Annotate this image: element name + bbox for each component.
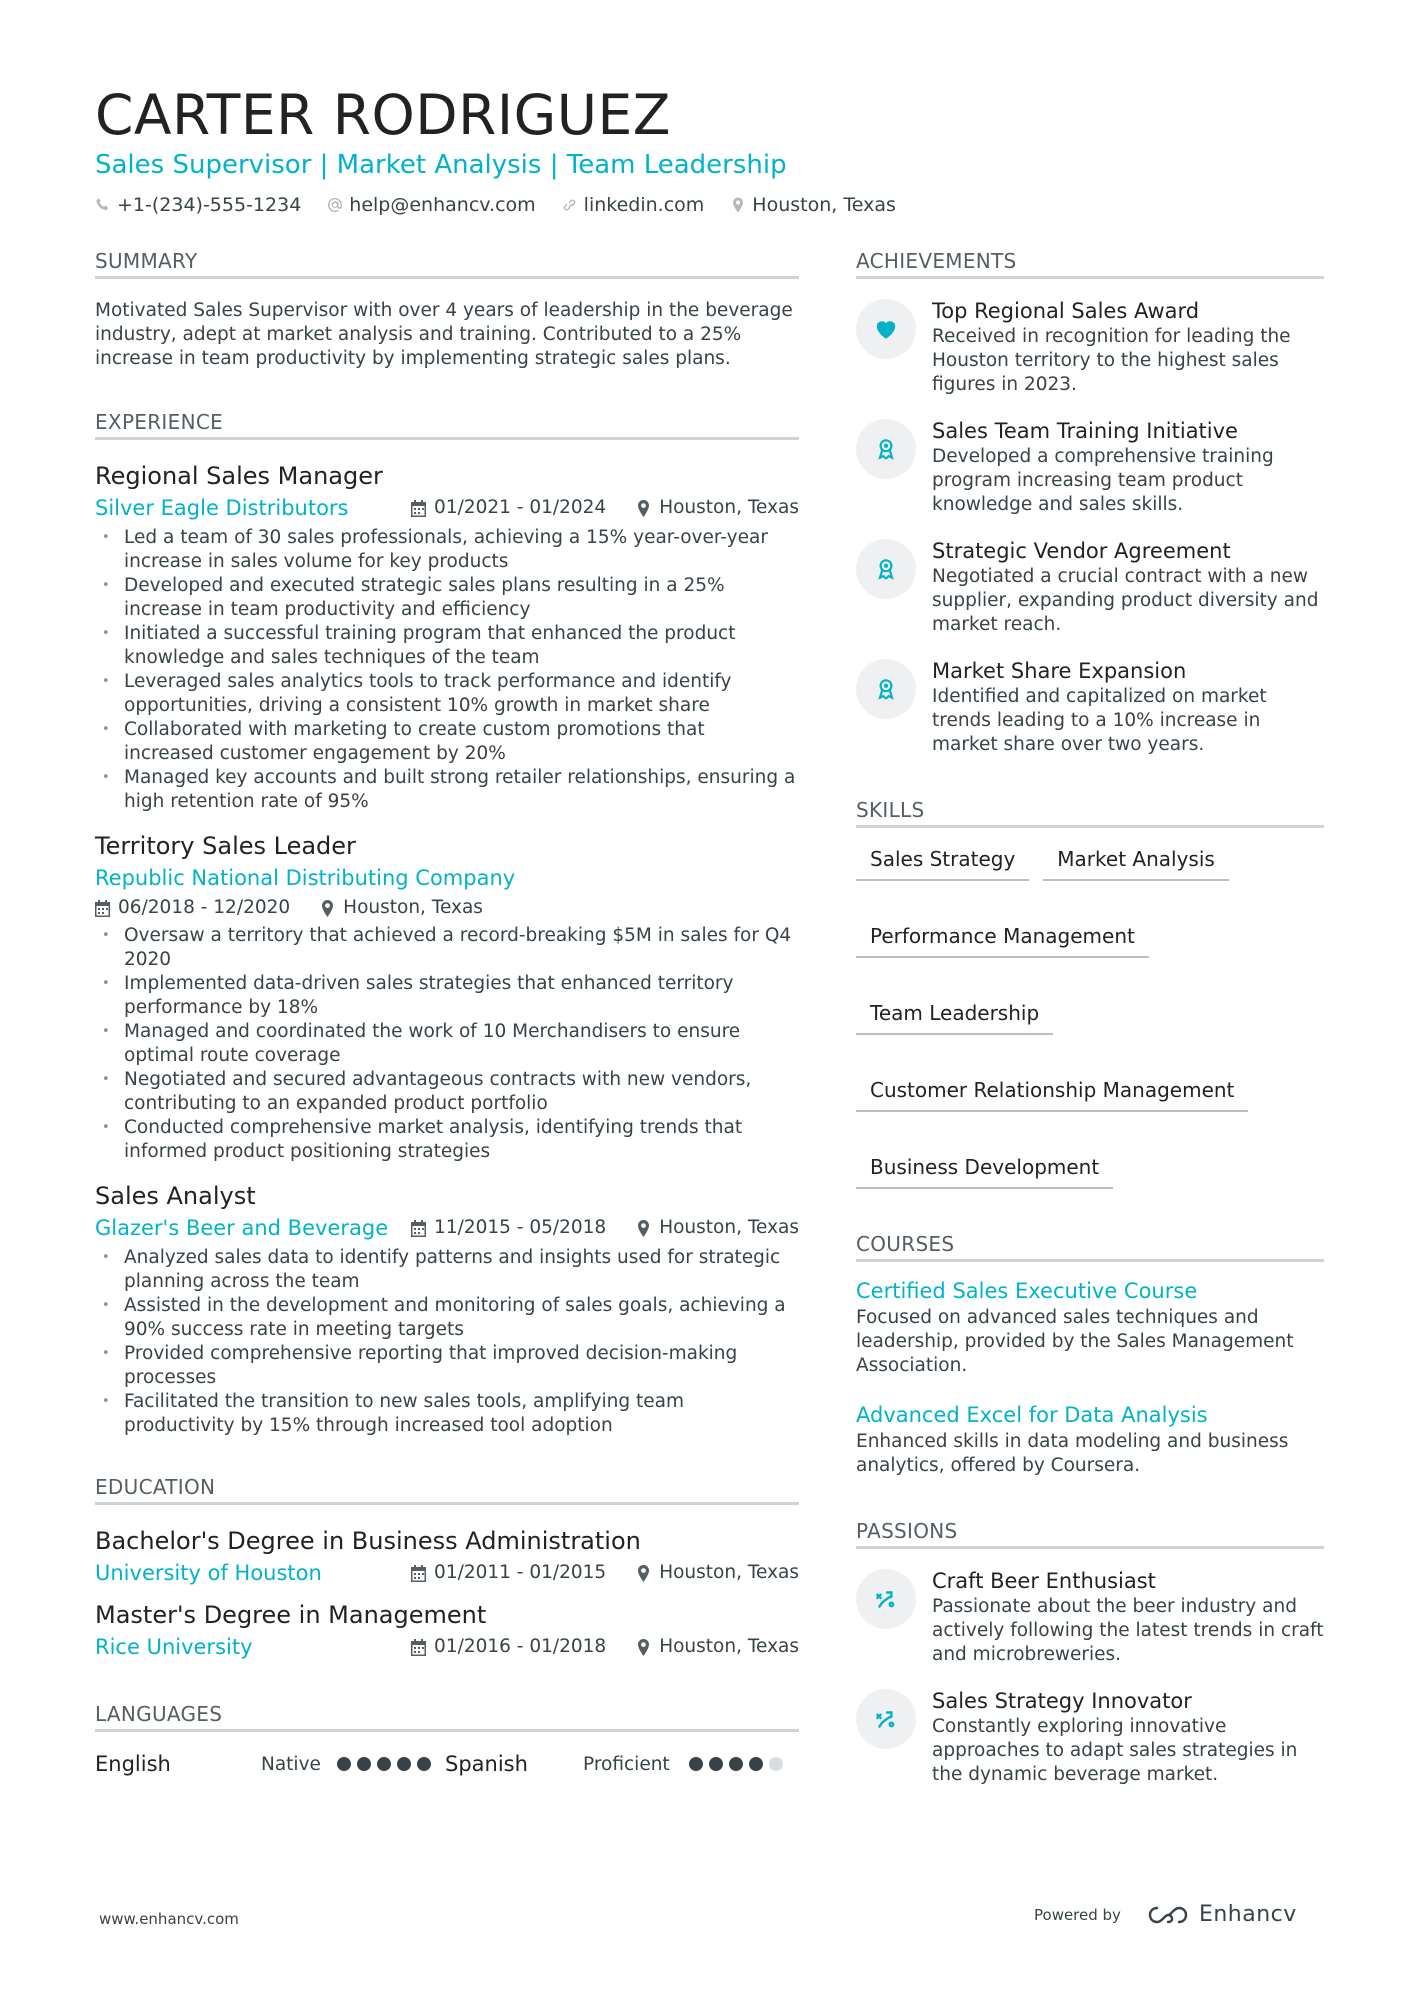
course-item (856, 1276, 1324, 1378)
enhancv-logo[interactable] (1145, 1902, 1297, 1927)
rating-dot (729, 1757, 743, 1771)
job-location: Houston, Texas (636, 1212, 799, 1244)
email-text: help@enhancv.com (349, 194, 536, 216)
company-name: Republic National Distributing Company (95, 866, 516, 890)
rating-dot (749, 1757, 763, 1771)
summary-heading: SUMMARY (95, 248, 799, 279)
bullet-item: • Leveraged sales analytics tools to track performance and identify opportunities, driving a consistent 10% growth in market share (95, 670, 799, 718)
bullet-item: • Initiated a successful training program that enhanced the product knowledge and sales techniques of the team (95, 622, 799, 670)
skill-tag: Performance Management (856, 921, 1149, 958)
job-meta (95, 862, 799, 894)
language-level: Proficient (583, 1753, 670, 1775)
language-item (95, 1752, 445, 1776)
location-pin-icon (636, 500, 651, 517)
degree-title: Master's Degree in Management (95, 1601, 487, 1629)
right-column (856, 248, 1324, 1809)
location-pin-icon (636, 1220, 651, 1237)
job-meta-under (95, 894, 799, 922)
location-pin-icon (636, 1639, 651, 1656)
skill-tag: Customer Relationship Management (856, 1075, 1248, 1112)
education-location: Houston, Texas (636, 1631, 799, 1663)
passion-desc: Passionate about the beer industry and actively following the latest trends in craft and microbreweries. (932, 1596, 1324, 1665)
education-entry (95, 1525, 799, 1589)
bullet-item: • Collaborated with marketing to create custom promotions that increased customer engagement by 20% (95, 718, 799, 766)
powered-by-label: Powered by (1034, 1905, 1121, 1924)
achievement-item (856, 539, 1324, 637)
contact-row (95, 194, 1315, 216)
job-location: Houston, Texas (636, 492, 799, 524)
experience-heading: EXPERIENCE (95, 409, 799, 440)
tagline: Sales Supervisor | Market Analysis | Team Leadership (95, 150, 787, 180)
course-item (856, 1400, 1324, 1478)
rating-dot (377, 1757, 391, 1771)
languages-row (95, 1752, 799, 1776)
bullet-item: • Led a team of 30 sales professionals, achieving a 15% year-over-year increase in sales volume for key products (95, 526, 799, 574)
languages-heading: LANGUAGES (95, 1701, 799, 1732)
passion-item (856, 1689, 1324, 1787)
achievement-title: Sales Team Training Initiative (932, 419, 1238, 443)
job-location: Houston, Texas (320, 894, 483, 922)
location-text: Houston, Texas (752, 194, 896, 216)
job-entry (95, 460, 799, 814)
infinity-logo-icon (1145, 1903, 1191, 1927)
job-dates: 11/2015 - 05/2018 (411, 1212, 606, 1244)
education-meta (95, 1631, 799, 1663)
achievement-desc: Developed a comprehensive training program increasing team product knowledge and sales skills. (932, 446, 1274, 515)
job-bullets (95, 1246, 799, 1438)
rating-dot (689, 1757, 703, 1771)
achievement-item (856, 659, 1324, 757)
calendar-icon (411, 500, 426, 517)
rating-dot (337, 1757, 351, 1771)
linkedin-text: linkedin.com (583, 194, 705, 216)
heart-icon (873, 316, 899, 342)
job-title: Regional Sales Manager (95, 462, 383, 490)
education-heading: EDUCATION (95, 1474, 799, 1505)
rating-dot (397, 1757, 411, 1771)
at-icon (327, 197, 343, 213)
passion-title: Craft Beer Enthusiast (932, 1569, 1156, 1593)
strategy-icon (873, 1586, 899, 1612)
job-dates: 06/2018 - 12/2020 (95, 894, 290, 922)
achievement-desc: Received in recognition for leading the Houston territory to the highest sales figures in 2023. (932, 326, 1291, 395)
skill-tag: Team Leadership (856, 998, 1053, 1035)
award-ribbon-icon (873, 436, 899, 462)
header (95, 82, 1315, 216)
skill-tag: Market Analysis (1043, 844, 1229, 881)
bullet-item: • Managed and coordinated the work of 10 Merchandisers to ensure optimal route coverage (95, 1020, 799, 1068)
calendar-icon (411, 1565, 426, 1582)
achievements-heading: ACHIEVEMENTS (856, 248, 1324, 279)
education-entry (95, 1599, 799, 1663)
passion-item (856, 1569, 1324, 1667)
phone-icon (95, 197, 111, 213)
phone-contact[interactable] (95, 194, 301, 216)
course-title: Advanced Excel for Data Analysis (856, 1403, 1208, 1427)
skills-heading: SKILLS (856, 797, 1324, 828)
calendar-icon (411, 1220, 426, 1237)
job-bullets (95, 526, 799, 814)
job-dates: 01/2021 - 01/2024 (411, 492, 606, 524)
course-title: Certified Sales Executive Course (856, 1279, 1198, 1303)
school-name: Rice University (95, 1635, 253, 1659)
achievement-desc: Negotiated a crucial contract with a new supplier, expanding product diversity and market reach. (932, 566, 1319, 635)
strategy-icon (873, 1706, 899, 1732)
achievement-title: Strategic Vendor Agreement (932, 539, 1231, 563)
rating-dot (357, 1757, 371, 1771)
degree-title: Bachelor's Degree in Business Administration (95, 1527, 641, 1555)
job-meta (95, 492, 799, 524)
job-entry (95, 1180, 799, 1438)
company-name: Silver Eagle Distributors (95, 496, 349, 520)
skills-list (856, 844, 1324, 1189)
calendar-icon (411, 1639, 426, 1656)
brand-name: Enhancv (1198, 1902, 1297, 1927)
bullet-item: • Oversaw a territory that achieved a record-breaking $5M in sales for Q4 2020 (95, 924, 799, 972)
language-level: Native (261, 1753, 321, 1775)
bullet-item: • Provided comprehensive reporting that improved decision-making processes (95, 1342, 799, 1390)
location-pin-icon (730, 197, 746, 213)
education-meta (95, 1557, 799, 1589)
achievement-title: Top Regional Sales Award (932, 299, 1200, 323)
email-contact[interactable] (327, 194, 535, 216)
passion-desc: Constantly exploring innovative approaches to adapt sales strategies in the dynamic beverage market. (932, 1716, 1298, 1785)
bullet-item: • Conducted comprehensive market analysis, identifying trends that informed product positioning strategies (95, 1116, 799, 1164)
rating-dot (417, 1757, 431, 1771)
bullet-item: • Assisted in the development and monitoring of sales goals, achieving a 90% success rate in meeting targets (95, 1294, 799, 1342)
education-location: Houston, Texas (636, 1557, 799, 1589)
location-contact (730, 194, 896, 216)
award-ribbon-icon (873, 556, 899, 582)
passion-title: Sales Strategy Innovator (932, 1689, 1192, 1713)
school-name: University of Houston (95, 1561, 322, 1585)
job-entry (95, 830, 799, 1164)
course-desc: Enhanced skills in data modeling and business analytics, offered by Coursera. (856, 1431, 1289, 1476)
rating-dot (709, 1757, 723, 1771)
company-name: Glazer's Beer and Beverage (95, 1216, 389, 1240)
passions-heading: PASSIONS (856, 1518, 1324, 1549)
footer-website[interactable]: www.enhancv.com (99, 1910, 239, 1928)
education-dates: 01/2011 - 01/2015 (411, 1557, 606, 1589)
phone-text: +1-(234)-555-1234 (117, 194, 302, 216)
language-name: Spanish (445, 1752, 528, 1776)
achievement-desc: Identified and capitalized on market trends leading to a 10% increase in market share over two years. (932, 686, 1267, 755)
candidate-name: CARTER RODRIGUEZ (95, 83, 671, 147)
bullet-item: • Negotiated and secured advantageous contracts with new vendors, contributing to an expanded product portfolio (95, 1068, 799, 1116)
bullet-item: • Managed key accounts and built strong retailer relationships, ensuring a high retention rate of 95% (95, 766, 799, 814)
skill-tag: Business Development (856, 1152, 1113, 1189)
language-rating (689, 1757, 783, 1771)
language-rating (337, 1757, 431, 1771)
course-desc: Focused on advanced sales techniques and leadership, provided by the Sales Management Association. (856, 1307, 1294, 1376)
linkedin-contact[interactable] (562, 194, 705, 216)
achievement-item (856, 419, 1324, 517)
job-title: Sales Analyst (95, 1182, 256, 1210)
job-meta (95, 1212, 799, 1244)
summary-text: Motivated Sales Supervisor with over 4 years of leadership in the beverage industry, adept at market analysis and training. Contributed to a 25% increase in team productivity by implementing strategic sales plans. (95, 300, 793, 369)
achievement-title: Market Share Expansion (932, 659, 1187, 683)
bullet-item: • Facilitated the transition to new sales tools, amplifying team productivity by 15% through increased tool adoption (95, 1390, 799, 1438)
link-icon (562, 197, 578, 213)
skill-tag: Sales Strategy (856, 844, 1029, 881)
calendar-icon (95, 900, 110, 917)
bullet-item: • Developed and executed strategic sales plans resulting in a 25% increase in team productivity and efficiency (95, 574, 799, 622)
bullet-item: • Implemented data-driven sales strategies that enhanced territory performance by 18% (95, 972, 799, 1020)
language-item (445, 1752, 795, 1776)
job-bullets (95, 924, 799, 1164)
job-title: Territory Sales Leader (95, 832, 356, 860)
bullet-item: • Analyzed sales data to identify patterns and insights used for strategic planning across the team (95, 1246, 799, 1294)
courses-heading: COURSES (856, 1231, 1324, 1262)
location-pin-icon (320, 900, 335, 917)
education-dates: 01/2016 - 01/2018 (411, 1631, 606, 1663)
award-ribbon-icon (873, 676, 899, 702)
achievement-item (856, 299, 1324, 397)
rating-dot (769, 1757, 783, 1771)
location-pin-icon (636, 1565, 651, 1582)
left-column (95, 248, 799, 1776)
language-name: English (95, 1752, 171, 1776)
footer-branding (1034, 1902, 1297, 1927)
